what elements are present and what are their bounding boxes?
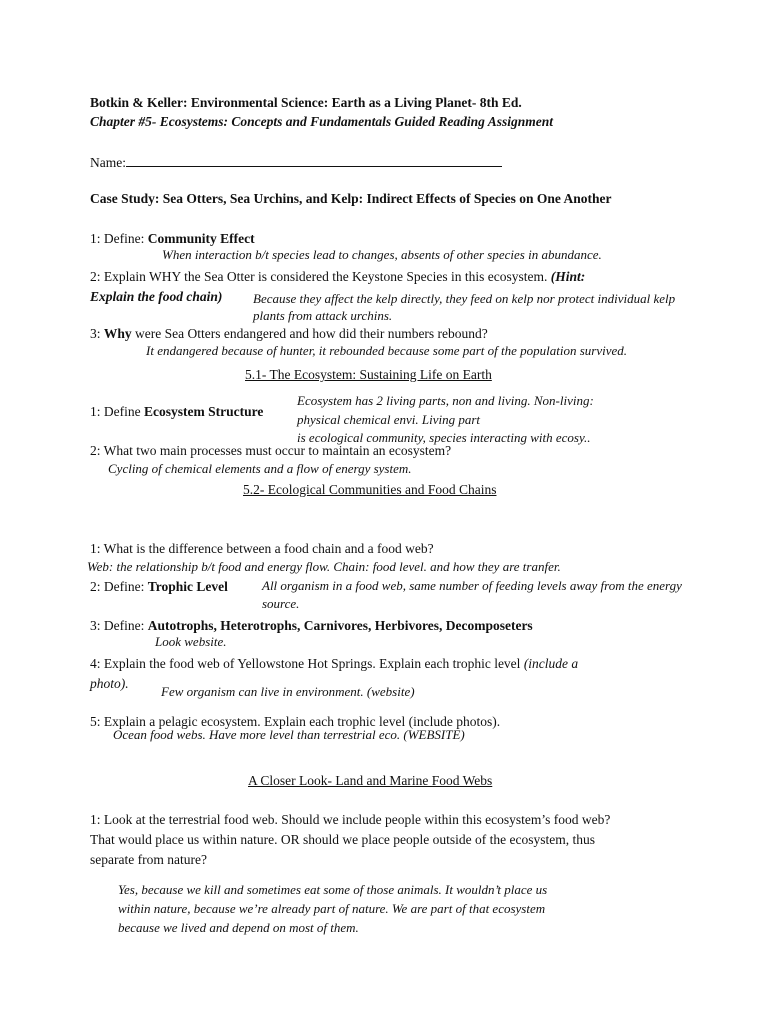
s51-q1-answer-line2: physical chemical envi. Living part [297, 412, 481, 427]
s52-q2 [90, 579, 228, 595]
s52-q4-answer: Few organism can live in environment. (website) [161, 684, 415, 699]
section-51-heading: 5.1- The Ecosystem: Sustaining Life on Earth [245, 367, 492, 382]
name-label: Name: [90, 155, 126, 170]
case-q3-rest: were Sea Otters endangered and how did their numbers rebound? [131, 326, 488, 341]
s52-q3-answer: Look website. [155, 634, 227, 649]
s52-q5: 5: Explain a pelagic ecosystem. Explain each trophic level (include photos). [90, 714, 501, 729]
s51-q1 [90, 404, 263, 420]
name-field[interactable] [90, 153, 502, 171]
document-subtitle: Chapter #5- Ecosystems: Concepts and Fundamentals Guided Reading Assignment [90, 114, 554, 129]
s52-q4-text: 4: Explain the food web of Yellowstone Hot Springs. Explain each trophic level [90, 656, 524, 671]
s52-q3-prefix: 3: Define: [90, 618, 148, 633]
s52-q2-answer-line1: All organism in a food web, same number of feeding levels away from the energy [262, 578, 682, 593]
s52-q5-answer: Ocean food webs. Have more level than terrestrial eco. (WEBSITE) [113, 727, 465, 742]
s51-q1-answer-line3: is ecological community, species interacting with ecosy.. [297, 430, 591, 445]
case-q2-answer-line1: Because they affect the kelp directly, they feed on kelp nor protect individual kelp [253, 291, 676, 306]
s51-q1-prefix: 1: Define [90, 404, 144, 419]
s51-q1-term: Ecosystem Structure [143, 404, 264, 419]
case-q1-answer: When interaction b/t species lead to changes, absents of other species in abundance. [162, 247, 602, 262]
case-q2-hint-cont: Explain the food chain) [90, 289, 223, 304]
closer-q1-line1: 1: Look at the terrestrial food web. Should we include people within this ecosystem’s food web? [90, 812, 611, 827]
case-q2-text: 2: Explain WHY the Sea Otter is considered the Keystone Species in this ecosystem. [90, 269, 551, 284]
s52-q3-terms: Autotrophs, Heterotrophs, Carnivores, Herbivores, Decomposeters [147, 618, 533, 633]
case-q1 [90, 231, 255, 247]
case-q2 [90, 269, 585, 285]
s51-q2-answer: Cycling of chemical elements and a flow of energy system. [108, 461, 412, 476]
closer-answer-line2: within nature, because we’re already part of nature. We are part of that ecosystem [118, 901, 546, 916]
case-q3 [90, 326, 488, 342]
s52-q4 [90, 656, 578, 672]
s52-q4-italic-cont: photo). [90, 676, 129, 691]
s51-q2: 2: What two main processes must occur to maintain an ecosystem? [90, 443, 452, 458]
case-q3-answer: It endangered because of hunter, it rebounded because some part of the population survived. [146, 343, 628, 358]
closer-answer-line3: because we lived and depend on most of them. [118, 920, 359, 935]
s51-q1-answer-line1: Ecosystem has 2 living parts, non and living. Non-living: [297, 393, 594, 408]
s52-q1: 1: What is the difference between a food chain and a food web? [90, 541, 434, 556]
case-q3-prefix: 3: [90, 326, 104, 341]
case-q3-bold: Why [103, 326, 132, 341]
section-52-heading: 5.2- Ecological Communities and Food Chains [243, 482, 497, 497]
case-q2-hint: (Hint: [550, 269, 586, 284]
case-q1-term: Community Effect [147, 231, 255, 246]
name-blank-line[interactable] [126, 153, 502, 167]
case-study-heading: Case Study: Sea Otters, Sea Urchins, and Kelp: Indirect Effects of Species on One Another [90, 191, 612, 206]
s52-q2-prefix: 2: Define: [90, 579, 148, 594]
s52-q4-italic: (include a [523, 656, 579, 671]
s52-q2-term: Trophic Level [147, 579, 228, 594]
closer-q1-line3: separate from nature? [90, 852, 207, 867]
case-q2-answer-line2: plants from attack urchins. [253, 308, 393, 323]
closer-look-heading: A Closer Look- Land and Marine Food Webs [248, 773, 493, 788]
s52-q3 [90, 618, 533, 634]
closer-answer-line1: Yes, because we kill and sometimes eat some of those animals. It wouldn’t place us [118, 882, 548, 897]
case-q1-prefix: 1: Define: [90, 231, 148, 246]
closer-q1-line2: That would place us within nature. OR should we place people outside of the ecosystem, thus [90, 832, 596, 847]
s52-q2-answer-line2: source. [262, 596, 300, 611]
s52-q1-answer: Web: the relationship b/t food and energy flow. Chain: food level. and how they are tranfer. [87, 559, 561, 574]
document-title: Botkin & Keller: Environmental Science: Earth as a Living Planet- 8th Ed. [90, 95, 522, 110]
